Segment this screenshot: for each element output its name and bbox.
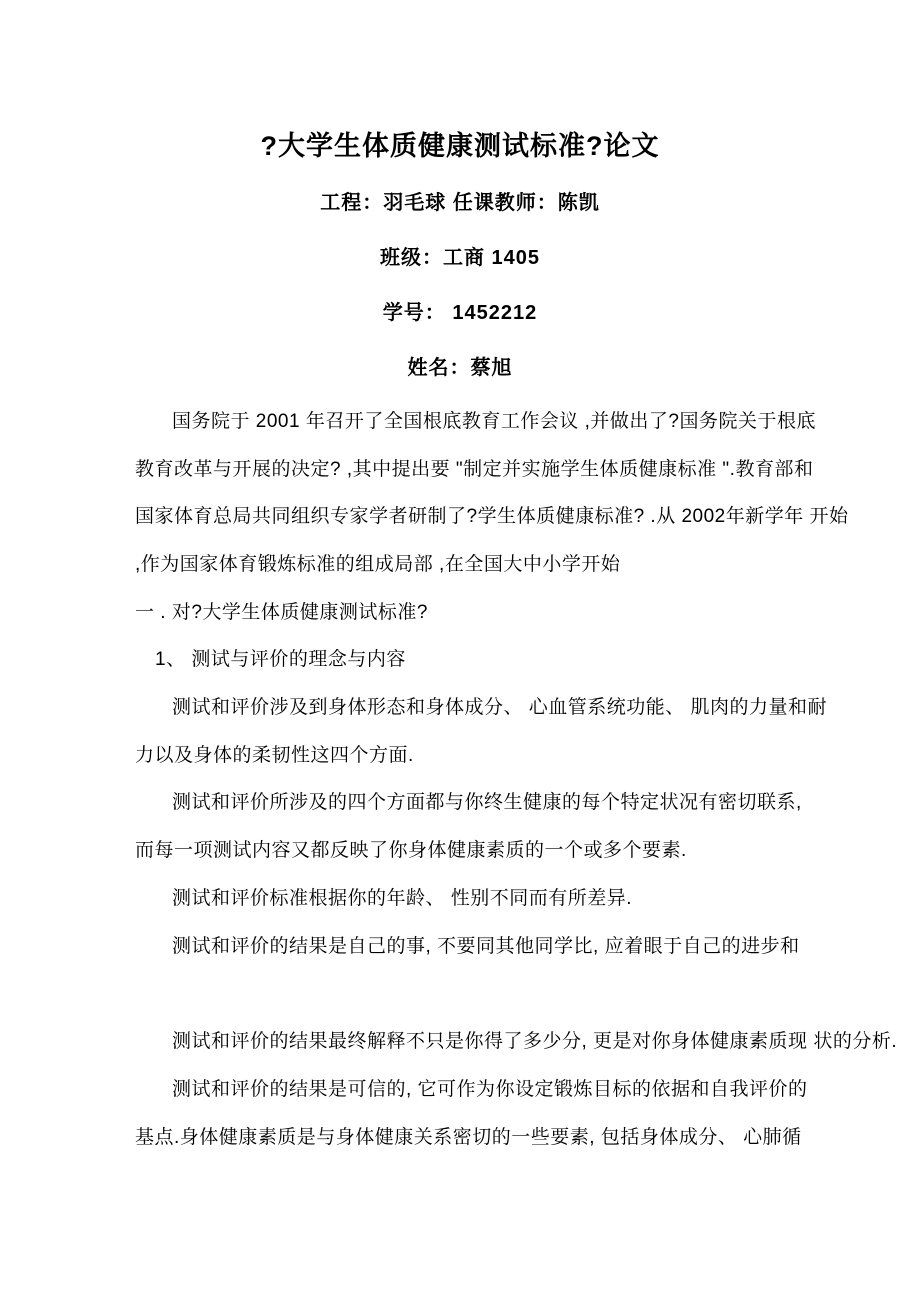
meta-line-student-id: 学号： 1452212 [382, 302, 538, 324]
body-line: 测试和评价所涉及的四个方面都与你终生健康的每个特定状况有密切联系, [172, 792, 802, 813]
body-line: 测试和评价的结果是自己的事, 不要同其他同学比, 应着眼于自己的进步和 [172, 936, 800, 957]
body-line: 力以及身体的柔韧性这四个方面. [135, 745, 414, 766]
meta-line-course-teacher: 工程：羽毛球 任课教师：陈凯 [320, 192, 600, 214]
meta-line-class: 班级：工商 1405 [379, 247, 541, 269]
section-heading: 一 . 对?大学生体质健康测试标准? [135, 602, 428, 623]
body-line: 而每一项测试内容又都反映了你身体健康素质的一个或多个要素. [135, 840, 687, 861]
body-line: 测试和评价涉及到身体形态和身体成分、 心血管系统功能、 肌肉的力量和耐 [172, 697, 828, 718]
body-line: 基点.身体健康素质是与身体健康关系密切的一些要素, 包括身体成分、 心肺循 [135, 1127, 802, 1148]
body-line: 国务院于 2001 年召开了全国根底教育工作会议 ,并做出了?国务院关于根底 [172, 411, 816, 432]
body-line: 测试和评价的结果最终解释不只是你得了多少分, 更是对你身体健康素质现 状的分析. [172, 1031, 898, 1052]
body-line: 教育改革与开展的决定? ,其中提出要 "制定并实施学生体质健康标准 ".教育部和 [135, 459, 814, 480]
body-line: 测试和评价的结果是可信的, 它可作为你设定锻炼目标的依据和自我评价的 [172, 1079, 808, 1100]
document-title: ?大学生体质健康测试标准?论文 [260, 131, 660, 161]
meta-line-name: 姓名：蔡旭 [407, 357, 513, 379]
body-line: 国家体育总局共同组织专家学者研制了?学生体质健康标准? .从 2002年新学年 开始 [135, 506, 849, 527]
subsection-heading: 1、 测试与评价的理念与内容 [155, 649, 406, 670]
body-line: 测试和评价标准根据你的年龄、 性别不同而有所差异. [172, 888, 633, 909]
body-line: ,作为国家体育锻炼标准的组成局部 ,在全国大中小学开始 [135, 554, 621, 575]
